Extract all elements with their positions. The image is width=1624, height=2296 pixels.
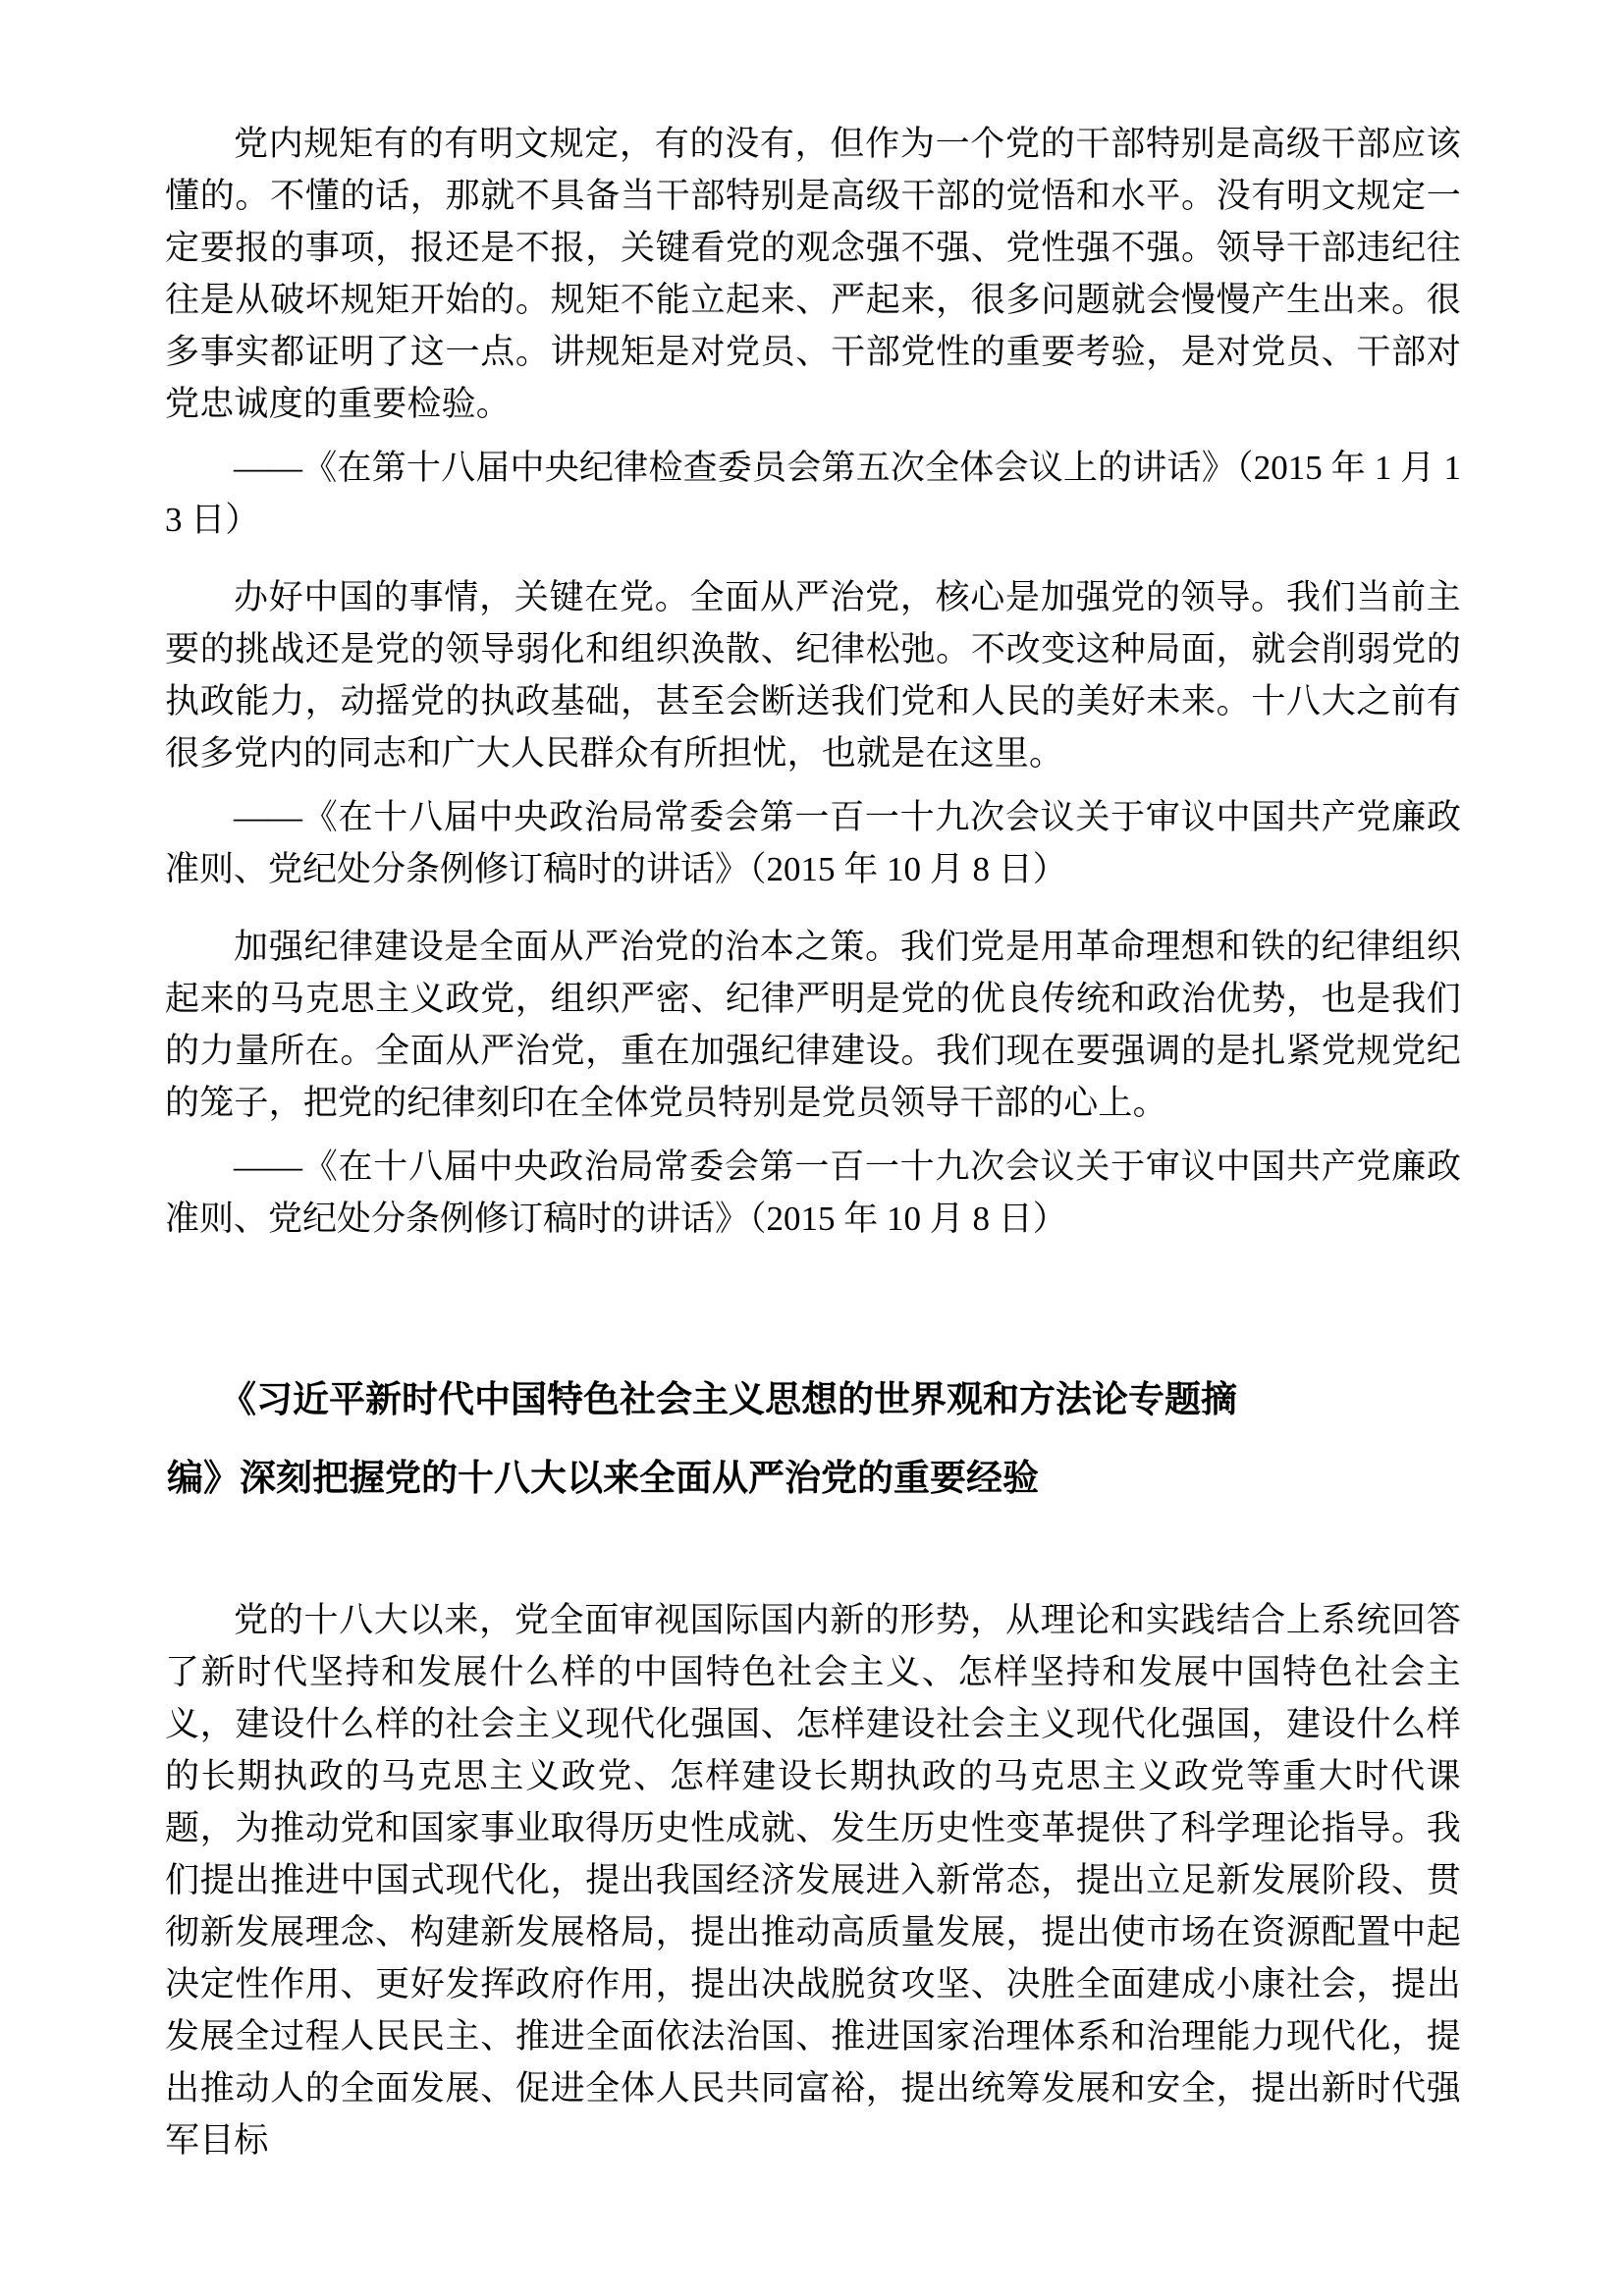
paragraph-party-rules: 党内规矩有的有明文规定，有的没有，但作为一个党的干部特别是高级干部应该懂的。不懂的话，那就不具备当干部特别是高级干部的觉悟和水平。没有明文规定一定要报的事项，报还是不报，关键看党的观念强不强、党性强不强。领导干部违纪往往是从破坏规矩开始的。规矩不能立起来、严起来，很多问题就会慢慢产生出来。很多事实都证明了这一点。讲规矩是对党员、干部党性的重要考验，是对党员、干部对党忠诚度的重要检验。 [165, 125, 1461, 423]
page-content [165, 118, 1461, 2166]
spacer [165, 779, 1461, 791]
spacer [165, 1518, 1461, 1594]
paragraph-since-18th-congress: 党的十八大以来，党全面审视国际国内新的形势，从理论和实践结合上系统回答了新时代坚持和发展什么样的中国特色社会主义、怎样坚持和发展中国特色社会主义，建设什么样的社会主义现代化强国、怎样建设社会主义现代化强国，建设什么样的长期执政的马克思主义政党、怎样建设长期执政的马克思主义政党等重大时代课题，为推动党和国家事业取得历史性成就、发生历史性变革提供了科学理论指导。我们提出推进中国式现代化，提出我国经济发展进入新常态，提出立足新发展阶段、贯彻新发展理念、构建新发展格局，提出推动高质量发展，提出使市场在资源配置中起决定性作用、更好发挥政府作用，提出决战脱贫攻坚、决胜全面建成小康社会，提出发展全过程人民民主、推进全面依法治国、推进国家治理体系和治理能力现代化，提出推动人的全面发展、促进全体人民共同富裕，提出统筹发展和安全，提出新时代强军目标 [165, 1601, 1461, 2160]
spacer [165, 430, 1461, 442]
section-heading-line-2: 编》深刻把握党的十八大以来全面从严治党的重要经验 [167, 1458, 1039, 1498]
citation-politburo-119th-meeting-a: ——《在十八届中央政治局常委会第一百一十九次会议关于审议中国共产党廉政准则、党纪处分条例修订稿时的讲话》（2015 年 10 月 8 日） [165, 798, 1461, 888]
spacer [165, 546, 1461, 571]
spacer [165, 1245, 1461, 1361]
spacer [165, 1129, 1461, 1141]
paragraph-discipline-building: 加强纪律建设是全面从严治党的治本之策。我们党是用革命理想和铁的纪律组织起来的马克思主义政党，组织严密、纪律严明是党的优良传统和政治优势，也是我们的力量所在。全面从严治党，重在加强纪律建设。我们现在要强调的是扎紧党规党纪的笼子，把党的纪律刻印在全体党员特别是党员领导干部的心上。 [165, 928, 1461, 1122]
section-heading [165, 1361, 1461, 1518]
citation-18th-cdic-5th-plenary: ——《在第十八届中央纪律检查委员会第五次全体会议上的讲话》（2015 年 1 月 13 日） [165, 449, 1461, 539]
section-heading-line-1: 《习近平新时代中国特色社会主义思想的世界观和方法论专题摘 [220, 1379, 1237, 1419]
paragraph-governing-china: 办好中国的事情，关键在党。全面从严治党，核心是加强党的领导。我们当前主要的挑战还是党的领导弱化和组织涣散、纪律松弛。不改变这种局面，就会削弱党的执政能力，动摇党的执政基础，甚至会断送我们党和人民的美好未来。十八大之前有很多党内的同志和广大人民群众有所担忧，也就是在这里。 [165, 578, 1461, 773]
spacer [165, 895, 1461, 921]
citation-politburo-119th-meeting-b: ——《在十八届中央政治局常委会第一百一十九次会议关于审议中国共产党廉政准则、党纪处分条例修订稿时的讲话》（2015 年 10 月 8 日） [165, 1148, 1461, 1238]
